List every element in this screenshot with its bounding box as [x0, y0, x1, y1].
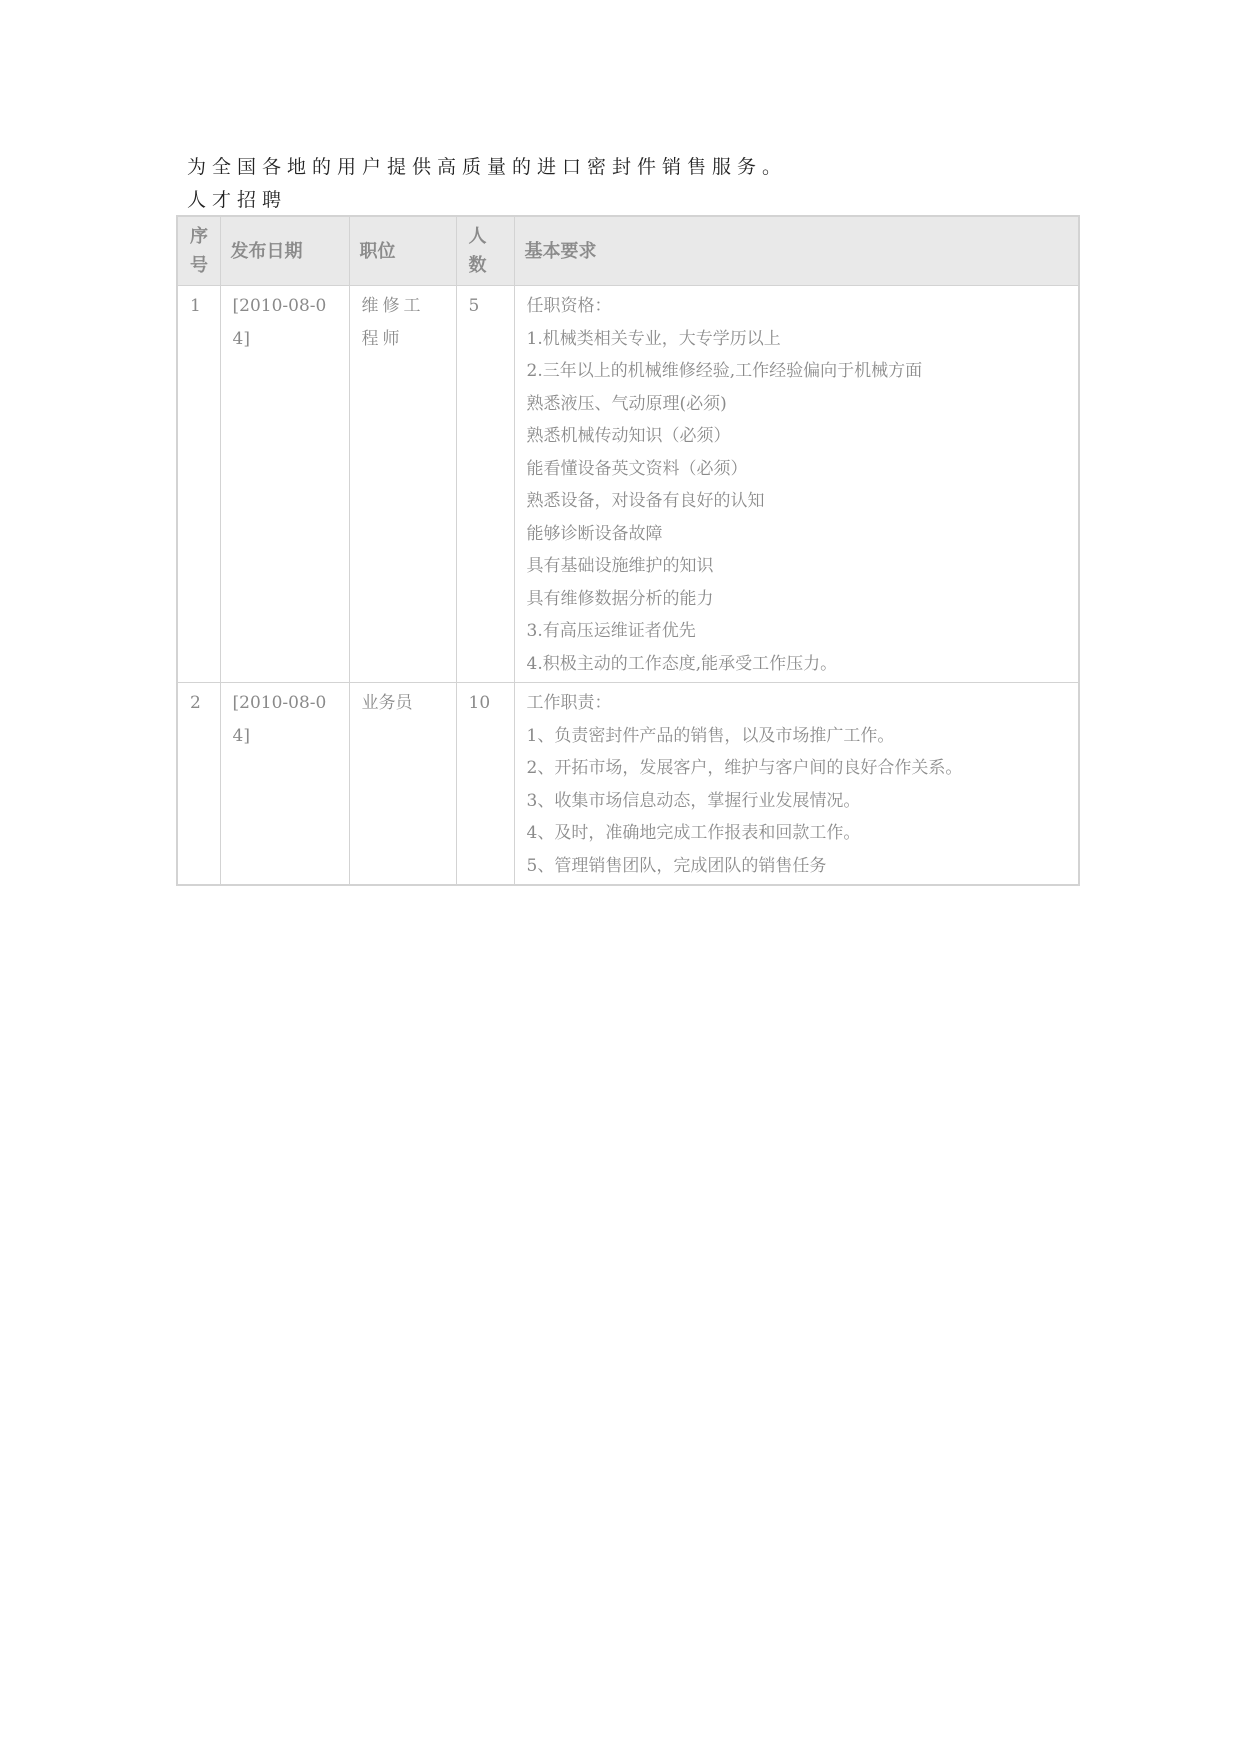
table-row: [177, 683, 1079, 886]
cell-requirements: [514, 683, 1079, 886]
requirement-line: 具有维修数据分析的能力: [526, 588, 714, 609]
cell-requirements: [514, 286, 1079, 683]
header-count: 人数: [456, 216, 514, 286]
cell-count: 5: [456, 286, 514, 683]
requirement-line: 工作职责：: [526, 693, 612, 713]
cell-seq: 1: [177, 286, 220, 683]
requirement-line: 3.有高压运维证者优先: [526, 621, 696, 641]
requirement-line: 能够诊断设备故障: [526, 523, 663, 544]
requirement-line: 熟悉液压、气动原理(必须): [526, 393, 727, 414]
cell-date: [2010-08-04]: [220, 683, 349, 886]
cell-seq: 2: [177, 683, 220, 886]
header-position: 职位: [349, 216, 456, 286]
cell-position: 维修工程师: [349, 286, 456, 683]
header-seq: 序号: [177, 216, 220, 286]
requirement-line: 能看懂设备英文资料（必须）: [526, 458, 748, 479]
requirement-line: 任职资格：: [526, 296, 612, 316]
cell-position: 业务员: [349, 683, 456, 886]
requirement-line: 4.积极主动的工作态度,能承受工作压力。: [526, 653, 838, 674]
requirement-line: 1、负责密封件产品的销售，以及市场推广工作。: [526, 725, 895, 746]
intro-text: 为全国各地的用户提供高质量的进口密封件销售服务。: [187, 156, 788, 178]
requirement-line: 2、开拓市场，发展客户，维护与客户间的良好合作关系。: [526, 758, 963, 778]
requirement-line: 熟悉机械传动知识（必须）: [526, 426, 731, 446]
header-requirements: 基本要求: [514, 216, 1079, 286]
requirement-line: 具有基础设施维护的知识: [526, 556, 714, 576]
section-title: 人才招聘: [187, 189, 288, 211]
requirement-line: 5、管理销售团队，完成团队的销售任务: [526, 855, 827, 876]
requirement-line: 3、收集市场信息动态，掌握行业发展情况。: [526, 790, 861, 811]
requirement-line: 2.三年以上的机械维修经验,工作经验偏向于机械方面: [526, 361, 923, 381]
requirement-line: 1.机械类相关专业，大专学历以上: [526, 328, 781, 349]
requirement-line: 4、及时，准确地完成工作报表和回款工作。: [526, 823, 861, 843]
header-date: 发布日期: [220, 216, 349, 286]
recruitment-table: [176, 215, 1080, 886]
requirement-line: 熟悉设备，对设备有良好的认知: [526, 491, 765, 511]
cell-count: 10: [456, 683, 514, 886]
cell-date: [2010-08-04]: [220, 286, 349, 683]
table-header-row: [177, 216, 1079, 286]
table-row: [177, 286, 1079, 683]
